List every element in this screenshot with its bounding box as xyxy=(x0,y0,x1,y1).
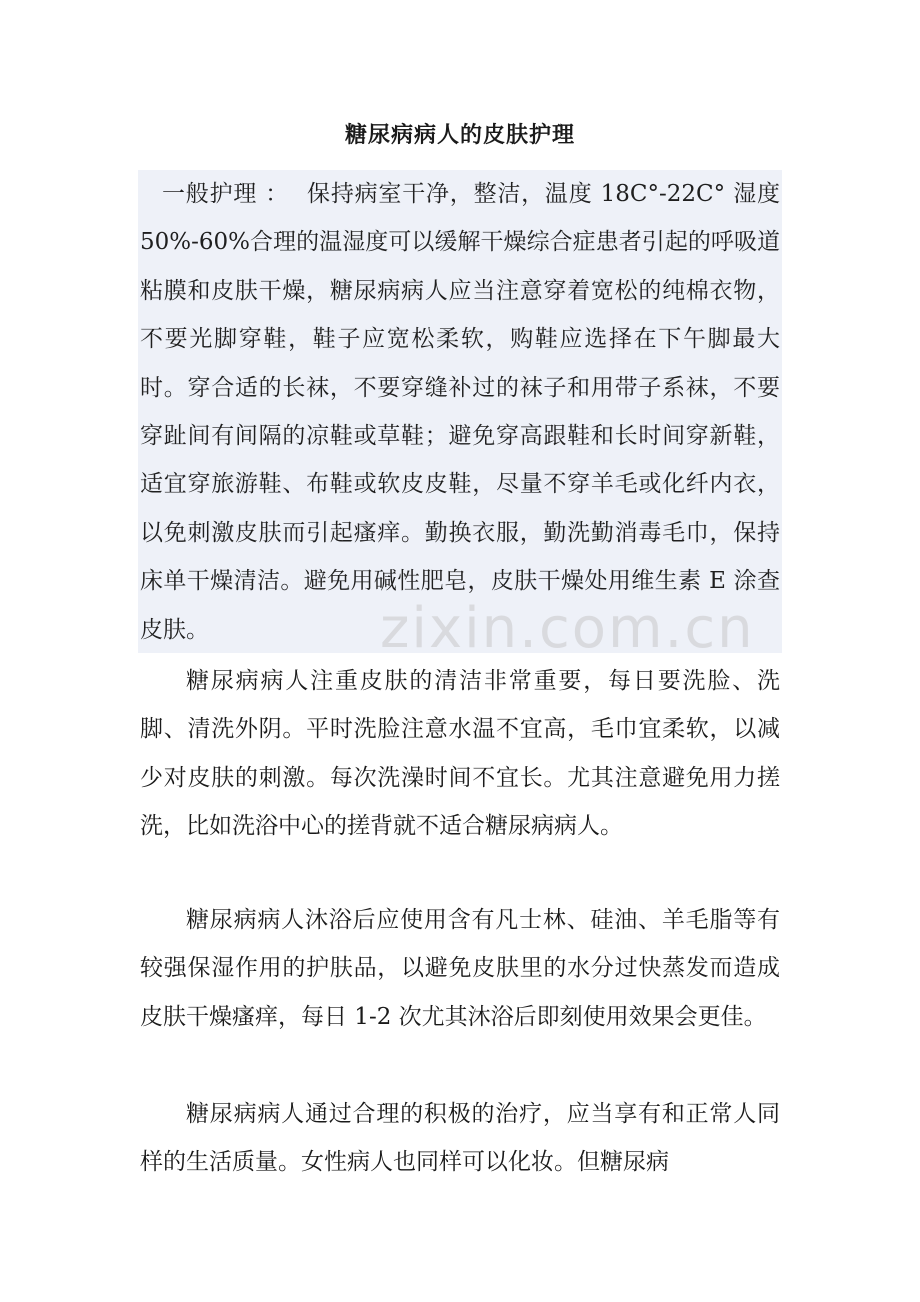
general-care-label: 一般护理 ： xyxy=(162,181,290,207)
general-care-text: 保持病室干净，整洁，温度 18C°-22C° 湿度 50%-60%合理的温湿度可以缓解干燥综合症患者引起的呼吸道粘膜和皮肤干燥，糖尿病病人应当注意穿着宽松的纯棉衣物，不要光脚穿鞋，鞋子应宽松柔软，购鞋应选择在下午脚最大时。穿合适的长袜，不要穿缝补过的袜子和用带子系袜，不要穿趾间有间隔的凉鞋或草鞋；避免穿高跟鞋和长时间穿新鞋，适宜穿旅游鞋、布鞋或软皮皮鞋，尽量不穿羊毛或化纤内衣，以免刺激皮肤而引起瘙痒。勤换衣服，勤洗勤消毒毛巾，保持床单干燥清洁。避免用碱性肥皂，皮肤干燥处用维生素 E 涂查皮肤。 xyxy=(140,181,781,643)
watermark: zixin.com.cn xyxy=(380,596,755,661)
document-title: 糖尿病病人的皮肤护理 xyxy=(344,123,575,148)
moisturizing-paragraph: 糖尿病病人沐浴后应使用含有凡士林、硅油、羊毛脂等有较强保湿作用的护肤品，以避免皮肤里的水分过快蒸发而造成皮肤干燥瘙痒，每日 1-2 次尤其沐浴后即刻使用效果会更佳。 xyxy=(140,907,780,1030)
cleaning-paragraph: 糖尿病病人注重皮肤的清洁非常重要，每日要洗脸、洗脚、清洗外阴。平时洗脸注意水温不宜高，毛巾宜柔软，以减少对皮肤的刺激。每次洗澡时间不宜长。尤其注意避免用力搓洗，比如洗浴中心的搓背就不适合糖尿病病人。 xyxy=(140,668,780,840)
general-care-paragraph xyxy=(140,170,780,654)
quality-of-life-paragraph: 糖尿病病人通过合理的积极的治疗，应当享有和正常人同样的生活质量。女性病人也同样可以化妆。但糖尿病 xyxy=(140,1101,780,1176)
